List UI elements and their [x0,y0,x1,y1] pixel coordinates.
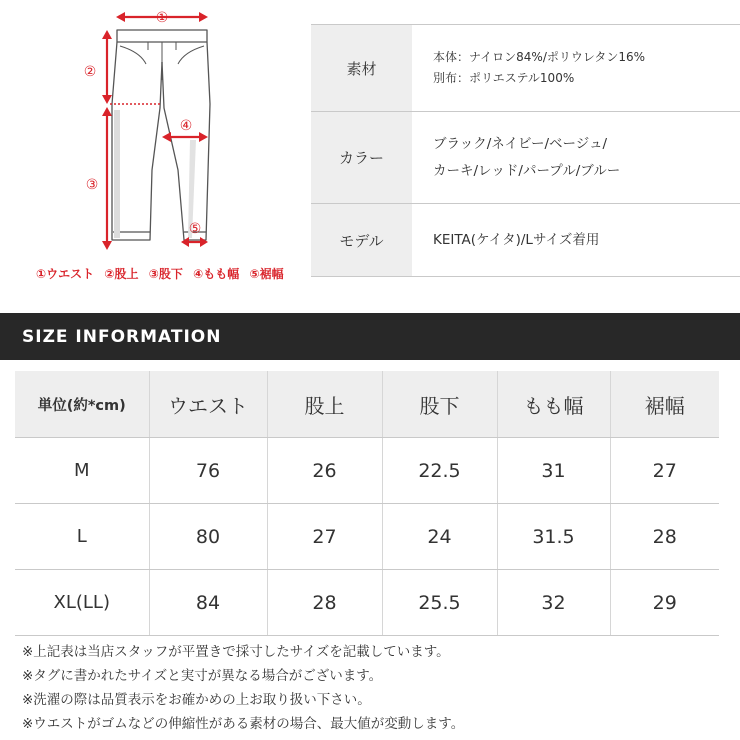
marker-1: ① [155,10,169,26]
spec-row-color [311,112,740,204]
spec-row-model [311,204,740,277]
note-line: ※ウエストがゴムなどの伸縮性がある素材の場合、最大値が変動します。 [22,716,465,732]
legend-rise: ②股上 [104,267,139,281]
note-line: ※洗濯の際は品質表示をお確かめの上お取り扱い下さい。 [22,692,371,708]
marker-5: ⑤ [188,221,202,237]
table-cell: 32 [497,570,610,636]
measurement-diagram [0,0,300,312]
legend-hem: ⑤裾幅 [249,267,284,281]
table-cell: 29 [610,570,719,636]
measurement-legend [36,262,306,286]
size-information-banner [0,313,740,360]
header-unit: 単位(約*cm) [15,371,149,438]
size-label: XL(LL) [15,570,149,636]
pants-illustration [0,0,300,262]
size-table [15,371,719,636]
table-cell: 25.5 [382,570,497,636]
marker-3: ③ [85,177,99,193]
header-rise: 股上 [267,371,382,438]
marker-2: ② [83,64,97,80]
table-row [15,570,719,636]
table-cell: 27 [267,504,382,570]
spec-label-color: カラー [311,112,412,203]
size-notes [22,640,732,736]
legend-thigh: ④もも幅 [193,267,240,281]
size-table-header-row [15,371,719,438]
table-row [15,438,719,504]
table-cell: 76 [149,438,267,504]
spec-label-material: 素材 [311,25,412,111]
spec-color-line: カーキ/レッド/パープル/ブルー [433,162,621,179]
spec-label-model: モデル [311,204,412,276]
table-cell: 28 [610,504,719,570]
marker-4: ④ [179,118,193,134]
header-inseam: 股下 [382,371,497,438]
table-cell: 28 [267,570,382,636]
note-line: ※上記表は当店スタッフが平置きで採寸したサイズを記載しています。 [22,644,450,660]
table-cell: 27 [610,438,719,504]
table-cell: 22.5 [382,438,497,504]
spec-color-line: ブラック/ネイビー/ベージュ/ [433,135,608,152]
spec-row-material [311,25,740,112]
table-cell: 31 [497,438,610,504]
table-cell: 24 [382,504,497,570]
legend-waist: ①ウエスト [36,267,95,281]
header-hem: 裾幅 [610,371,719,438]
header-waist: ウエスト [149,371,267,438]
spec-material-line: 別布：ポリエステル100% [433,71,575,85]
note-line: ※タグに書かれたサイズと実寸が異なる場合がございます。 [22,668,383,684]
table-cell: 26 [267,438,382,504]
spec-value-color [412,112,740,203]
table-cell: 80 [149,504,267,570]
spec-model-line: KEITA(ケイタ)/Lサイズ着用 [433,231,600,248]
banner-title: SIZE INFORMATION [22,326,222,347]
spec-value-material [412,25,740,111]
size-label: M [15,438,149,504]
table-cell: 84 [149,570,267,636]
table-row [15,504,719,570]
spec-value-model [412,204,740,276]
header-thigh: もも幅 [497,371,610,438]
size-label: L [15,504,149,570]
spec-material-line: 本体：ナイロン84%/ポリウレタン16% [433,50,646,64]
legend-inseam: ③股下 [148,267,183,281]
table-cell: 31.5 [497,504,610,570]
product-spec-table [311,24,740,277]
